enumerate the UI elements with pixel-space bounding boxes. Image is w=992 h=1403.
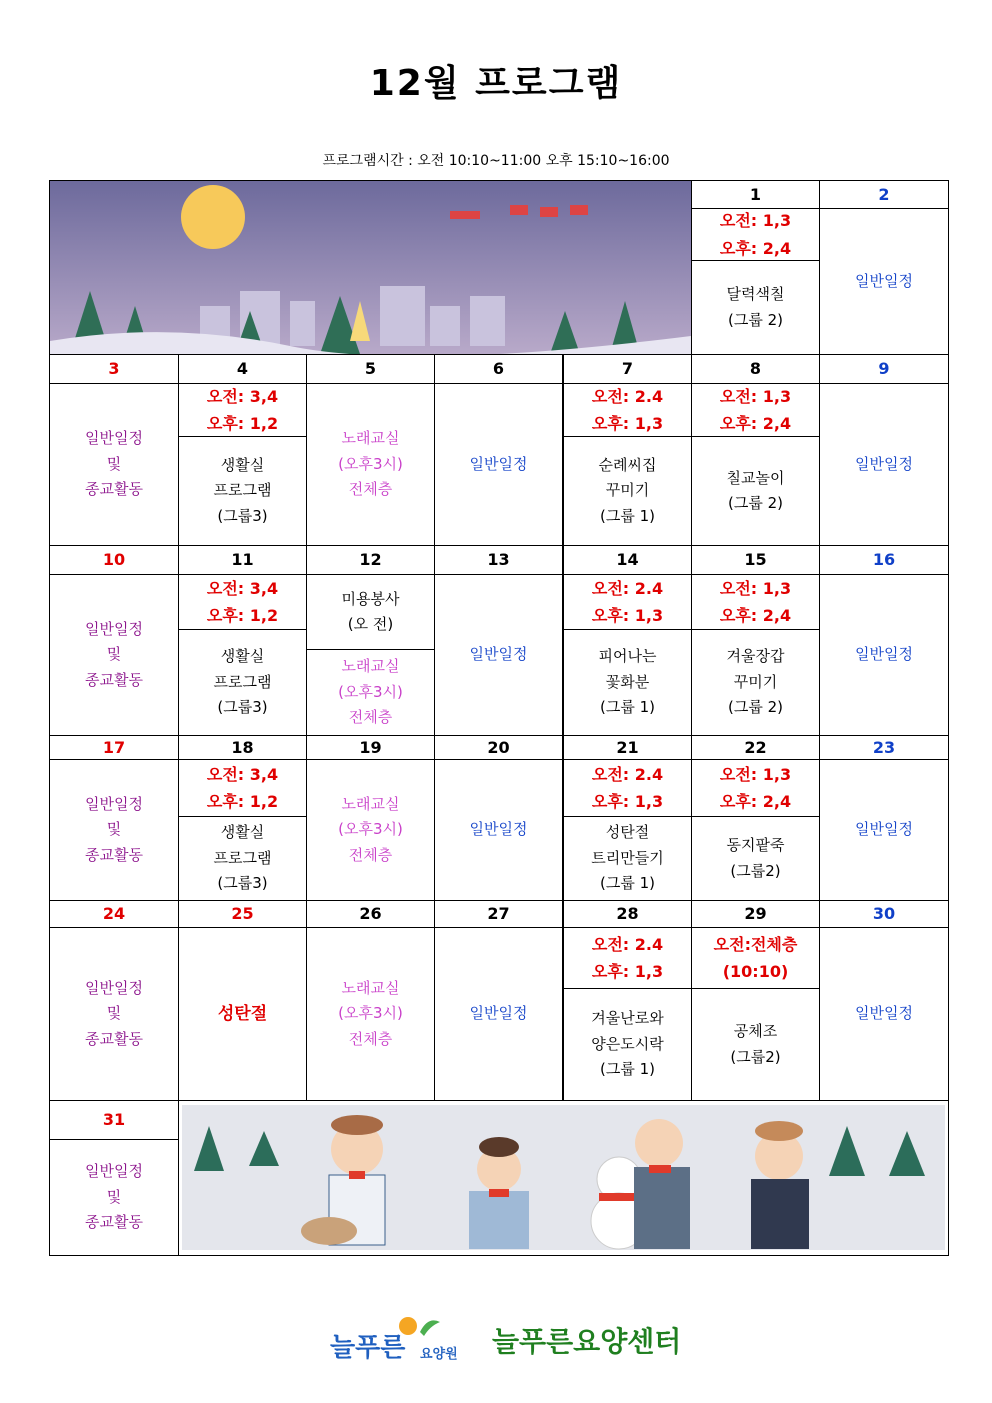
day-24-schedule: 일반일정 및 종교활동: [49, 927, 179, 1101]
day-4-times: 오전: 3,4 오후: 1,2: [178, 383, 307, 437]
day-1-times: 오전: 1,3 오후: 2,4: [691, 208, 820, 261]
day-19-singing: 노래교실 (오후3시) 전체층: [306, 759, 435, 901]
day-23: 23: [819, 735, 949, 760]
day-27-schedule: 일반일정: [434, 927, 563, 1101]
svg-text:늘푸른: 늘푸른: [330, 1333, 406, 1363]
svg-text:요양원: 요양원: [420, 1347, 458, 1362]
day-30-schedule: 일반일정: [819, 927, 949, 1101]
day-15-times: 오전: 1,3 오후: 2,4: [691, 574, 820, 630]
day-1-program: 달력색칠 (그룹 2): [691, 260, 820, 355]
day-19: 19: [306, 735, 435, 760]
day-28-program: 겨울난로와 양은도시락 (그룹 1): [563, 988, 692, 1101]
day-6-schedule: 일반일정: [434, 383, 563, 546]
day-4-program: 생활실 프로그램 (그룹3): [178, 436, 307, 546]
day-13: 13: [434, 545, 563, 575]
day-27: 27: [434, 900, 563, 928]
day-7-times: 오전: 2.4 오후: 1,3: [563, 383, 692, 437]
day-8-program: 칠교놀이 (그룹 2): [691, 436, 820, 546]
day-2: 2: [819, 180, 949, 209]
day-1: 1: [691, 180, 820, 209]
day-21-times: 오전: 2.4 오후: 1,3: [563, 759, 692, 817]
day-9-schedule: 일반일정: [819, 383, 949, 546]
day-12-volunteer: 미용봉사 (오 전): [306, 574, 435, 650]
day-29-times: 오전:전체층 (10:10): [691, 927, 820, 989]
center-name: 늘푸른요양센터: [492, 1325, 682, 1358]
day-16: 16: [819, 545, 949, 575]
day-11-times: 오전: 3,4 오후: 1,2: [178, 574, 307, 630]
day-26: 26: [306, 900, 435, 928]
day-20-schedule: 일반일정: [434, 759, 563, 901]
day-22-times: 오전: 1,3 오후: 2,4: [691, 759, 820, 817]
day-14-program: 피어나는 꽃화분 (그룹 1): [563, 629, 692, 736]
calendar-table: [49, 180, 949, 1256]
footer: [0, 1310, 992, 1370]
day-18: 18: [178, 735, 307, 760]
day-3-schedule: 일반일정 및 종교활동: [49, 383, 179, 546]
day-2-schedule: 일반일정: [819, 208, 949, 355]
day-30: 30: [819, 900, 949, 928]
day-31: 31: [49, 1100, 179, 1140]
day-22-program: 동지팥죽 (그룹2): [691, 816, 820, 901]
day-22: 22: [691, 735, 820, 760]
program-time-note: 프로그램시간 : 오전 10:10~11:00 오후 15:10~16:00: [322, 153, 670, 169]
day-21: 21: [563, 735, 692, 760]
day-20: 20: [434, 735, 563, 760]
day-28: 28: [563, 900, 692, 928]
day-31-schedule: 일반일정 및 종교활동: [49, 1139, 179, 1256]
day-8-times: 오전: 1,3 오후: 2,4: [691, 383, 820, 437]
day-8: 8: [691, 354, 820, 384]
day-15: 15: [691, 545, 820, 575]
day-13-schedule: 일반일정: [434, 574, 563, 736]
day-11: 11: [178, 545, 307, 575]
day-18-program: 생활실 프로그램 (그룹3): [178, 816, 307, 901]
day-7: 7: [563, 354, 692, 384]
day-14: 14: [563, 545, 692, 575]
day-28-times: 오전: 2.4 오후: 1,3: [563, 927, 692, 989]
day-5-singing: 노래교실 (오후3시) 전체층: [306, 383, 435, 546]
center-logo: [328, 1314, 478, 1366]
day-12-singing: 노래교실 (오후3시) 전체층: [306, 649, 435, 736]
day-15-program: 겨울장갑 꾸미기 (그룹 2): [691, 629, 820, 736]
day-23-schedule: 일반일정: [819, 759, 949, 901]
day-26-singing: 노래교실 (오후3시) 전체층: [306, 927, 435, 1101]
day-17-schedule: 일반일정 및 종교활동: [49, 759, 179, 901]
day-21-program: 성탄절 트리만들기 (그룹 1): [563, 816, 692, 901]
day-24: 24: [49, 900, 179, 928]
winter-people-illustration: [178, 1100, 949, 1256]
day-17: 17: [49, 735, 179, 760]
day-25-christmas: 성탄절: [178, 927, 307, 1101]
day-14-times: 오전: 2.4 오후: 1,3: [563, 574, 692, 630]
day-9: 9: [819, 354, 949, 384]
day-7-program: 순례씨집 꾸미기 (그룹 1): [563, 436, 692, 546]
day-5: 5: [306, 354, 435, 384]
day-12: 12: [306, 545, 435, 575]
day-10: 10: [49, 545, 179, 575]
day-29-program: 공체조 (그룹2): [691, 988, 820, 1101]
winter-night-illustration: [49, 180, 692, 355]
day-11-program: 생활실 프로그램 (그룹3): [178, 629, 307, 736]
day-4: 4: [178, 354, 307, 384]
page-title: 12월 프로그램: [369, 63, 623, 104]
day-29: 29: [691, 900, 820, 928]
day-25: 25: [178, 900, 307, 928]
day-3: 3: [49, 354, 179, 384]
day-18-times: 오전: 3,4 오후: 1,2: [178, 759, 307, 817]
day-16-schedule: 일반일정: [819, 574, 949, 736]
day-6: 6: [434, 354, 563, 384]
day-10-schedule: 일반일정 및 종교활동: [49, 574, 179, 736]
